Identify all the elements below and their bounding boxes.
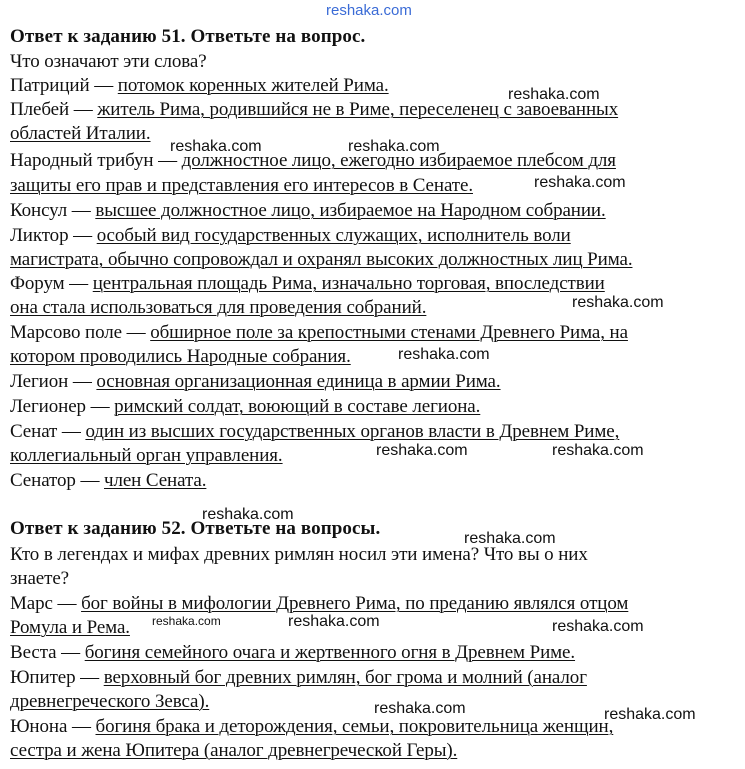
section-52-heading: Ответ к заданию 52. Ответьте на вопросы. — [10, 518, 381, 539]
definition: римский солдат, воюющий в составе легиона. — [114, 396, 481, 417]
entry-consul — [10, 199, 738, 223]
entry-forum — [10, 272, 738, 296]
definition: потомок коренных жителей Рима. — [117, 75, 389, 96]
definition-cont: древнегреческого Зевса). — [10, 691, 210, 712]
entry-campus-martius-cont — [10, 345, 738, 369]
definition: житель Рима, родившийся не в Риме, переселенец с завоеванных — [97, 99, 619, 120]
definition: богиня брака и деторождения, семьи, покровительница женщин, — [95, 716, 614, 737]
watermark-top: reshaka.com — [326, 2, 412, 19]
term: Юнона — — [10, 716, 96, 737]
entry-legion — [10, 370, 738, 394]
section-52-question-cont: знаете? — [10, 568, 70, 589]
watermark-small: reshaka.com — [152, 614, 221, 628]
watermark: reshaka.com — [534, 174, 626, 191]
watermark: reshaka.com — [604, 706, 696, 723]
entry-senator — [10, 469, 738, 493]
term: Патриций — — [10, 75, 118, 96]
watermark: reshaka.com — [398, 346, 490, 363]
watermark: reshaka.com — [376, 442, 468, 459]
entry-campus-martius — [10, 321, 738, 345]
term: Ликтор — — [10, 225, 97, 246]
definition: верховный бог древних римлян, бог грома и молний (аналог — [103, 667, 587, 688]
definition: богиня семейного очага и жертвенного огня в Древнем Риме. — [84, 642, 576, 663]
definition-cont: магистрата, обычно сопровождал и охранял высоких должностных лиц Рима. — [10, 249, 633, 270]
term: Консул — — [10, 200, 96, 221]
definition: один из высших государственных органов власти в Древнем Риме, — [85, 421, 620, 442]
definition: центральная площадь Рима, изначально торговая, впоследствии — [92, 273, 605, 294]
watermark: reshaka.com — [170, 138, 262, 155]
term: Сенатор — — [10, 470, 105, 491]
definition-cont: защиты его прав и представления его интересов в Сенате. — [10, 175, 473, 196]
watermark: reshaka.com — [288, 613, 380, 630]
definition: член Сената. — [104, 470, 207, 491]
watermark: reshaka.com — [552, 442, 644, 459]
term: Сенат — — [10, 421, 86, 442]
term: Легион — — [10, 371, 97, 392]
definition: особый вид государственных служащих, исполнитель воли — [96, 225, 571, 246]
definition-cont: она стала использоваться для проведения собраний. — [10, 297, 427, 318]
entry-senate — [10, 420, 738, 444]
term: Легионер — — [10, 396, 115, 417]
term: Марс — — [10, 593, 82, 614]
entry-juno-cont — [10, 739, 738, 763]
entry-lictor — [10, 224, 738, 248]
section-52-question: Кто в легендах и мифах древних римлян носил эти имена? Что вы о них — [10, 544, 588, 565]
term: Форум — — [10, 273, 93, 294]
entry-plebeian — [10, 98, 738, 122]
definition: высшее должностное лицо, избираемое на Народном собрании. — [95, 200, 606, 221]
term: Веста — — [10, 642, 85, 663]
entry-legionary — [10, 395, 738, 419]
section-51-heading: Ответ к заданию 51. Ответьте на вопрос. — [10, 26, 366, 47]
watermark: reshaka.com — [572, 294, 664, 311]
definition-cont: областей Италии. — [10, 123, 151, 144]
entry-patrician — [10, 74, 738, 98]
term: Плебей — — [10, 99, 98, 120]
definition-cont: сестра и жена Юпитера (аналог древнегреческой Геры). — [10, 740, 458, 761]
watermark: reshaka.com — [464, 530, 556, 547]
definition-cont: коллегиальный орган управления. — [10, 445, 283, 466]
term: Юпитер — — [10, 667, 104, 688]
entry-jupiter — [10, 666, 738, 690]
entry-lictor-cont — [10, 248, 738, 272]
definition-cont: котором проводились Народные собрания. — [10, 346, 351, 367]
definition: должностное лицо, ежегодно избираемое плебсом для — [181, 150, 616, 171]
watermark: reshaka.com — [348, 138, 440, 155]
term: Народный трибун — — [10, 150, 182, 171]
watermark: reshaka.com — [508, 86, 600, 103]
watermark: reshaka.com — [552, 618, 644, 635]
definition: основная организационная единица в армии Рима. — [96, 371, 501, 392]
term: Марсово поле — — [10, 322, 151, 343]
watermark: reshaka.com — [374, 700, 466, 717]
section-51-question: Что означают эти слова? — [10, 51, 207, 72]
watermark: reshaka.com — [202, 506, 294, 523]
entry-vesta — [10, 641, 738, 665]
entry-tribune-cont — [10, 174, 738, 198]
definition: бог войны в мифологии Древнего Рима, по преданию являлся отцом — [81, 593, 629, 614]
definition: обширное поле за крепостными стенами Древнего Рима, на — [150, 322, 628, 343]
definition-cont: Ромула и Рема. — [10, 617, 130, 638]
